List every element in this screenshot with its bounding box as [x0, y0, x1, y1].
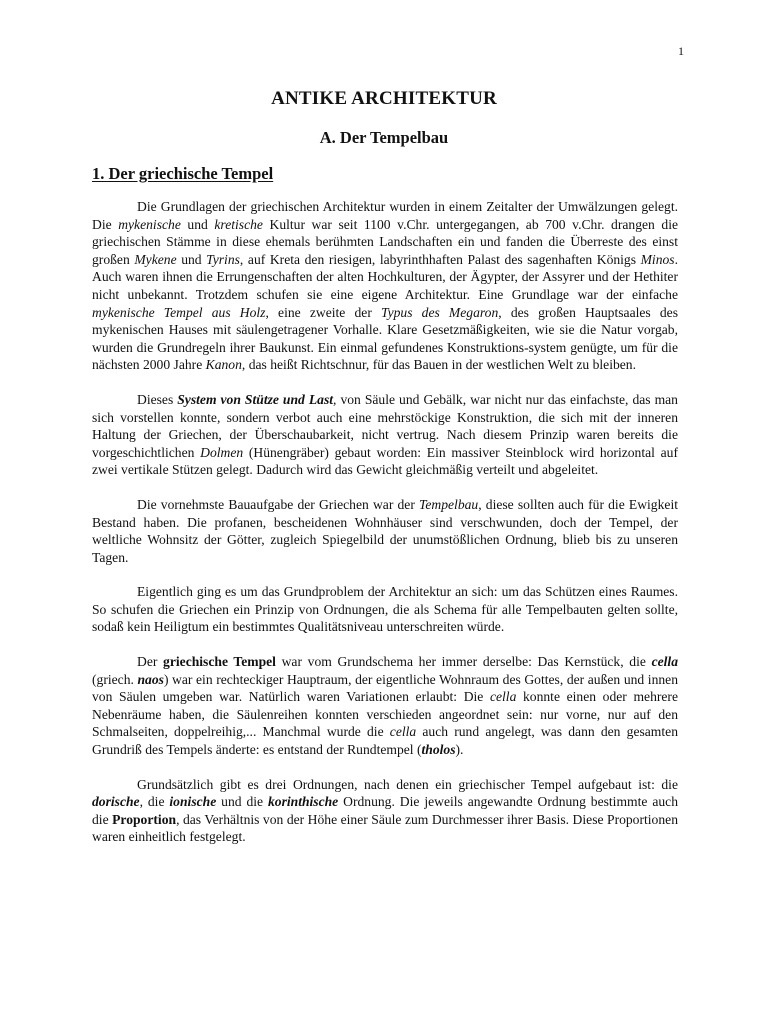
- emphasis: cella: [389, 724, 417, 740]
- paragraph-2: Dieses System von Stütze und Last, von Säule und Gebälk, war nicht nur das einfachste, das man sich vorstellen konnte, sondern verbot auch eine mehrstöckige Konstruktion, die sich mit der inneren Haltung der Griechen, der Überschaubarkeit, nicht vertrug. Nach diesem Prinzip waren bereits die vorgeschichtlichen Dolmen (Hünengräber) gebaut worden: Ein massiver Steinblock wird horizontal auf zwei vertikale Stützen gelegt. Dadurch wird das Gewicht gleichmäßig verteilt und abgeleitet.: [92, 391, 678, 478]
- strong-emphasis: dorische: [92, 794, 140, 810]
- emphasis: Mykene: [134, 251, 177, 267]
- bold-term: griechische Tempel: [163, 654, 276, 670]
- strong-emphasis: tholos: [421, 742, 456, 758]
- bold-term: Proportion: [112, 811, 177, 827]
- emphasis: cella: [489, 689, 517, 705]
- emphasis: mykenische: [118, 216, 181, 232]
- paragraph-4: Eigentlich ging es um das Grundproblem der Architektur an sich: um das Schützen eines Raumes. So schufen die Griechen ein Prinzip von Ordnungen, die als Schema für alle Tempelbauten gelten sollte, sodaß kein Heiligtum ein bestimmtes Qualitätsniveau unterschreiten würde.: [92, 584, 678, 635]
- emphasis: kretische: [214, 216, 263, 232]
- page-number: 1: [678, 44, 684, 58]
- paragraph-1: Die Grundlagen der griechischen Architektur wurden in einem Zeitalter der Umwälzungen gelegt. Die mykenische und kretische Kultur war seit 1100 v.Chr. untergegangen, ab 700 v.Chr. drangen die griechischen Stämme in diese ehemals berühmten Landschaften ein und fanden die Überreste des einst großen Mykene und Tyrins, auf Kreta den riesigen, labyrinthhaften Palast des sagenhaften Königs Minos. Auch waren ihnen die Errungenschaften der alten Hochkulturen, der Ägypter, der Assyrer und der Hethiter nicht unbekannt. Trotzdem schufen sie eine eigene Architektur. Eine Grundlage war der einfache mykenische Tempel aus Holz, eine zweite der Typus des Megaron, des großen Hauptsaales des mykenischen Hauses mit säulengetragener Vorhalle. Klare Gesetzmäßigkeiten, wie sie die Natur vorgab, wurden die Grundregeln ihrer Baukunst. Ein einmal gefundenes Konstruktions-system genügte, um für die nächsten 2000 Jahre Kanon, das heißt Richtschnur, für das Bauen in der westlichen Welt zu bleiben.: [92, 199, 679, 373]
- emphasis: Minos: [640, 251, 675, 267]
- emphasis: Typus des Megaron: [381, 304, 499, 320]
- strong-emphasis: cella: [651, 654, 678, 670]
- emphasis: Kanon: [205, 357, 242, 373]
- paragraph-5: Der griechische Tempel war vom Grundschema her immer derselbe: Das Kernstück, die cella (griech. naos) war ein rechteckiger Hauptraum, der eigentliche Wohnraum des Gottes, der außen und innen von Säulen umgeben war. Natürlich waren Variationen erlaubt: Die cella konnte einen oder mehrere Nebenräume haben, die Säulenreihen konnten verschieden angeordnet sein: nur vorne, nur auf den Schmalseiten, doppelreihig,... Manchmal wurde die cella auch rund angelegt, was dann den gesamten Grundriß des Tempels änderte: es entstand der Rundtempel (tholos).: [92, 654, 678, 758]
- strong-emphasis: naos: [137, 671, 164, 687]
- emphasis: Tempelbau: [419, 496, 479, 512]
- strong-emphasis: System von Stütze und Last: [177, 391, 334, 407]
- document-body: [92, 198, 678, 863]
- paragraph-6: Grundsätzlich gibt es drei Ordnungen, nach denen ein griechischer Tempel aufgebaut ist: die dorische, die ionische und die korinthische Ordnung. Die jeweils angewandte Ordnung bestimmte auch die Proportion, das Verhältnis von der Höhe einer Säule zum Durchmesser ihrer Basis. Diese Proportionen waren einheitlich festgelegt.: [92, 776, 678, 845]
- section-heading: A. Der Tempelbau: [319, 128, 449, 147]
- chapter-heading: 1. Der griechische Tempel: [92, 164, 274, 183]
- document-title: ANTIKE ARCHITEKTUR: [271, 88, 497, 109]
- strong-emphasis: ionische: [169, 794, 217, 810]
- emphasis: Dolmen: [200, 444, 244, 460]
- strong-emphasis: korinthische: [267, 794, 339, 810]
- paragraph-3: Die vornehmste Bauaufgabe der Griechen war der Tempelbau, diese sollten auch für die Ewigkeit Bestand haben. Die profanen, bescheidenen Wohnhäuser sind verschwunden, doch der Tempel, der weltliche Wohnsitz der Götter, zugleich Spiegelbild der unumstößlichen Ordnung, blieb bis zu unseren Tagen.: [92, 496, 678, 565]
- emphasis: mykenische Tempel aus Holz: [92, 304, 266, 320]
- emphasis: Tyrins: [206, 251, 240, 267]
